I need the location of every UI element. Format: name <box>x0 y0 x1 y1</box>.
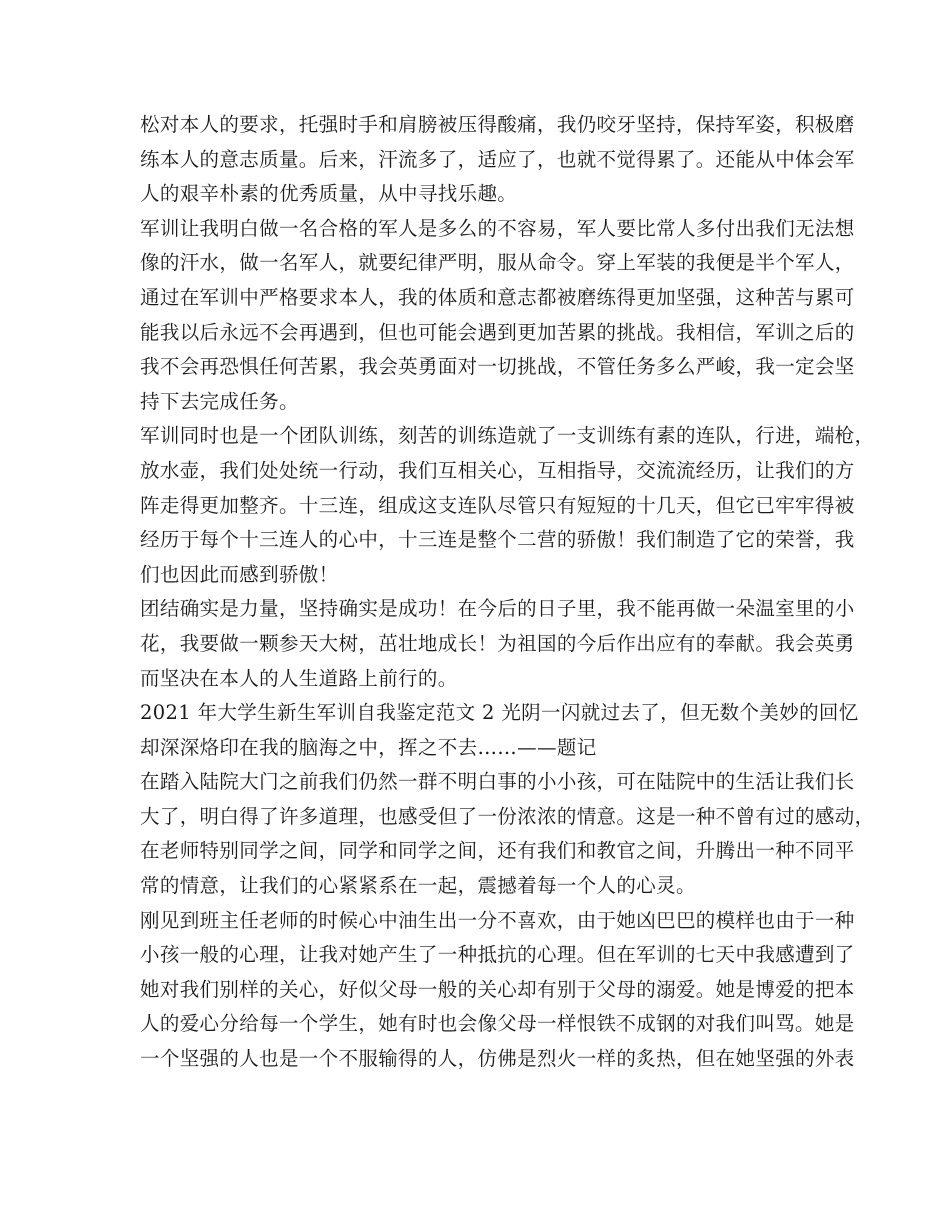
text-line: 一个坚强的人也是一个不服输得的人，仿佛是烈火一样的炙热，但在她坚强的外表 <box>140 1047 855 1071</box>
text-line: 松对本人的要求，托强时手和肩膀被压得酸痛，我仍咬牙坚持，保持军姿，积极磨 <box>140 113 855 136</box>
text-line: 阵走得更加整齐。十三连，组成这支连队尽管只有短短的十几天，但它已牢牢得被 <box>140 493 855 517</box>
text-line: 通过在军训中严格要求本人，我的体质和意志都被磨练得更加坚强，这种苦与累可 <box>140 285 855 309</box>
text-line: 我不会再恐惧任何苦累，我会英勇面对一切挑战，不管任务多么严峻，我一定会坚 <box>140 355 855 379</box>
text-line: 军训让我明白做一名合格的军人是多么的不容易，军人要比常人多付出我们无法想 <box>140 216 855 240</box>
text-line: 2021 年大学生新生军训自我鉴定范文 2 光阴一闪就过去了，但无数个美妙的回忆 <box>140 701 859 725</box>
text-line: 放水壶，我们处处统一行动，我们互相关心，互相指导，交流流经历，让我们的方 <box>140 458 855 482</box>
document-body <box>140 108 875 1077</box>
text-line: 在踏入陆院大门之前我们仍然一群不明白事的小小孩，可在陆院中的生活让我们长 <box>140 770 855 794</box>
text-line: 人的艰辛朴素的优秀质量，从中寻找乐趣。 <box>140 182 518 206</box>
text-line: 刚见到班主任老师的时候心中油生出一分不喜欢，由于她凶巴巴的模样也由于一种 <box>140 908 855 932</box>
text-line: 常的情意，让我们的心紧紧系在一起，震撼着每一个人的心灵。 <box>140 874 696 898</box>
text-line: 像的汗水，做一名军人，就要纪律严明，服从命令。穿上军装的我便是半个军人， <box>140 251 855 275</box>
text-line: 们也因此而感到骄傲！ <box>140 562 339 586</box>
text-line: 大了，明白得了许多道理，也感受但了一份浓浓的情意。这是一种不曾有过的感动， <box>140 804 875 828</box>
text-line: 团结确实是力量，坚持确实是成功！在今后的日子里，我不能再做一朵温室里的小 <box>140 597 855 621</box>
text-line: 持下去完成任务。 <box>140 389 299 413</box>
text-line: 在老师特别同学之间，同学和同学之间，还有我们和教官之间，升腾出一种不同平 <box>140 839 855 863</box>
text-line: 练本人的意志质量。后来，汗流多了，适应了，也就不觉得累了。还能从中体会军 <box>140 147 855 171</box>
text-line: 军训同时也是一个团队训练，刻苦的训练造就了一支训练有素的连队，行进，端枪， <box>140 424 875 448</box>
text-line: 却深深烙印在我的脑海之中，挥之不去……——题记 <box>140 735 597 759</box>
text-line: 人的爱心分给每一个学生，她有时也会像父母一样恨铁不成钢的对我们叫骂。她是 <box>140 1012 855 1036</box>
text-line: 她对我们别样的关心，好似父母一般的关心却有别于父母的溺爱。她是博爱的把本 <box>140 977 855 1001</box>
text-line: 而坚决在本人的人生道路上前行的。 <box>140 666 458 690</box>
text-line: 小孩一般的心理，让我对她产生了一种抵抗的心理。但在军训的七天中我感遭到了 <box>140 943 855 967</box>
text-line: 花，我要做一颗参天大树，茁壮地成长！为祖国的今后作出应有的奉献。我会英勇 <box>140 631 855 655</box>
text-line: 能我以后永远不会再遇到，但也可能会遇到更加苦累的挑战。我相信，军训之后的 <box>140 320 855 344</box>
text-line: 经历于每个十三连人的心中，十三连是整个二营的骄傲！我们制造了它的荣誉，我 <box>140 528 855 552</box>
